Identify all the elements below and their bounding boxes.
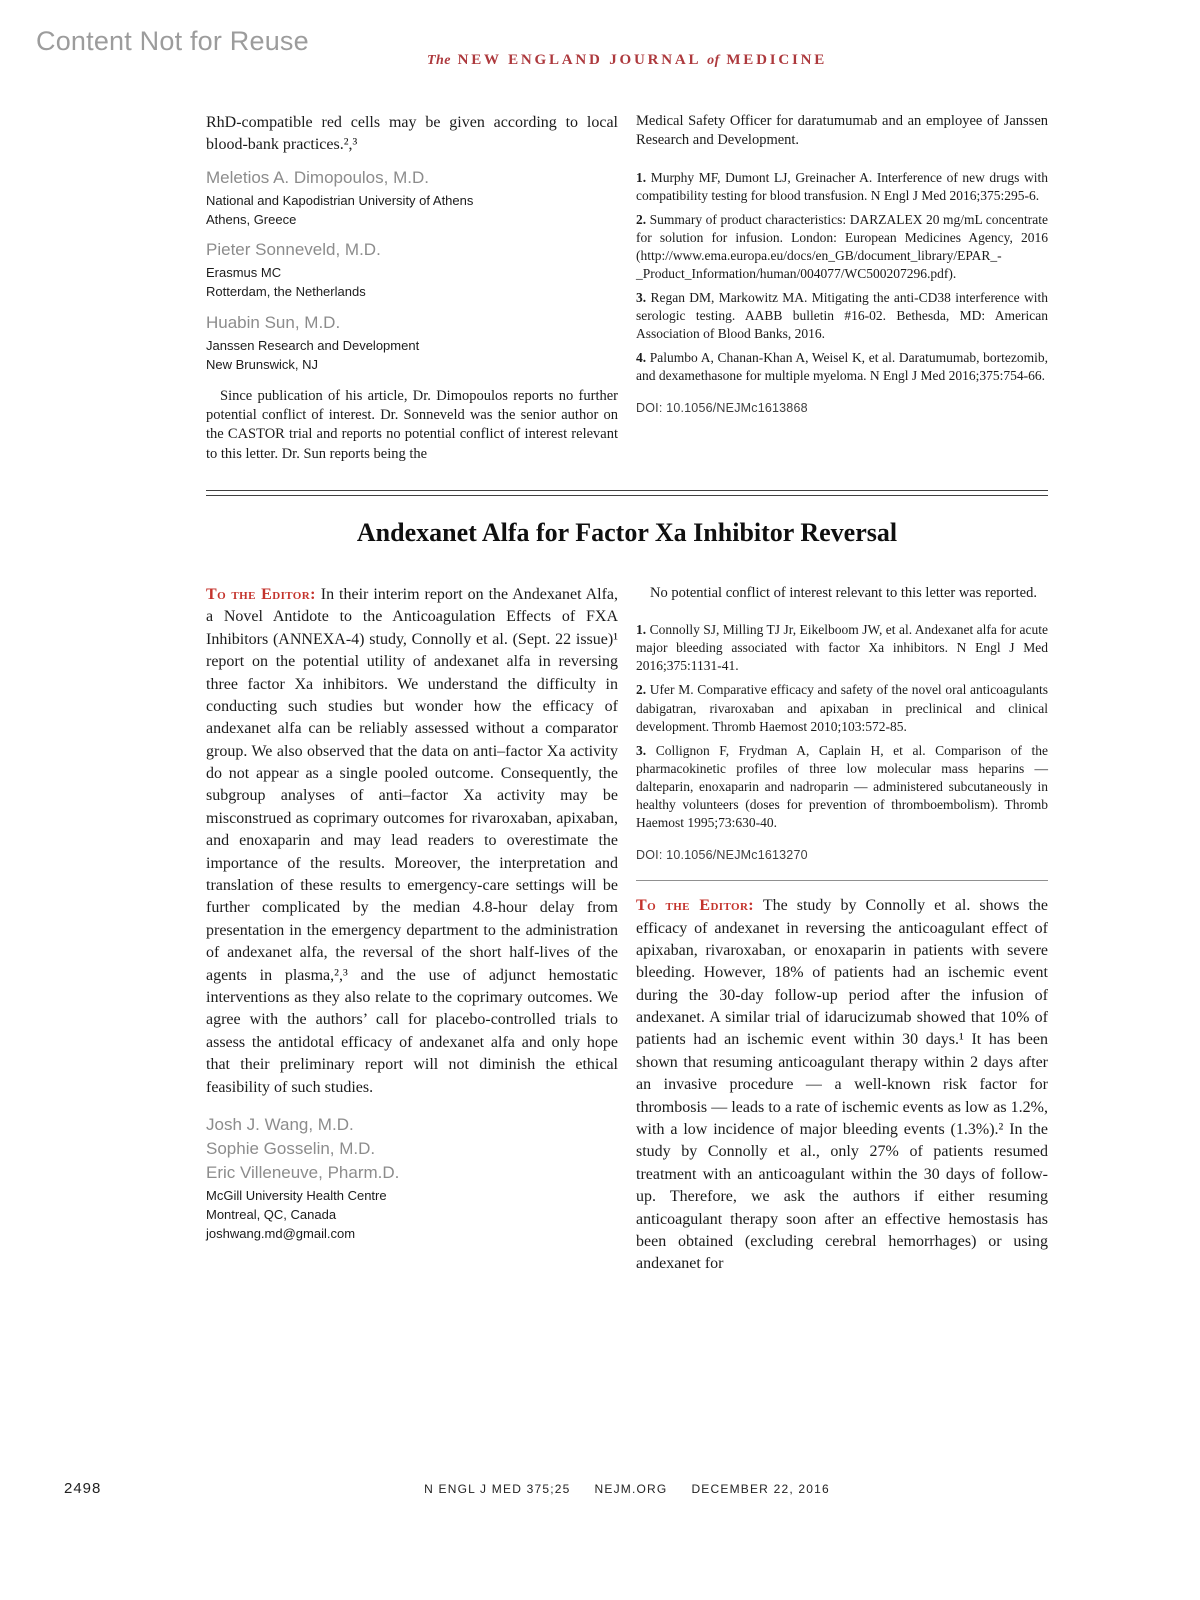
author-affiliation bbox=[206, 264, 618, 302]
affiliation-line: McGill University Health Centre bbox=[206, 1187, 387, 1203]
letter-separator-rule bbox=[636, 880, 1048, 881]
to-the-editor-label: To the Editor: bbox=[206, 585, 316, 603]
reference-number: 3. bbox=[636, 742, 647, 758]
reference-number: 1. bbox=[636, 169, 647, 185]
reference-text: Murphy MF, Dumont LJ, Greinacher A. Interference of new drugs with compatibility testing for blood transfusion. N Engl J Med 2016;375:295-6. bbox=[636, 169, 1048, 203]
reference-list bbox=[636, 169, 1048, 386]
reference-item bbox=[636, 211, 1048, 283]
letter-closing-paragraph: RhD-compatible red cells may be given according to local blood-bank practices.²,³ bbox=[206, 114, 618, 154]
journal-masthead bbox=[206, 52, 1048, 69]
reference-number: 3. bbox=[636, 290, 647, 306]
reference-text: Connolly SJ, Milling TJ Jr, Eikelboom JW, et al. Andexanet alfa for acute major bleeding associated with factor Xa inhibitors. N Engl J Med 2016;375:1131-41. bbox=[636, 622, 1049, 674]
page-number: 2498 bbox=[64, 1480, 102, 1497]
masthead-medicine: MEDICINE bbox=[726, 52, 828, 68]
author-name: Pieter Sonneveld, M.D. bbox=[206, 240, 381, 260]
reference-text: Regan DM, Markowitz MA. Mitigating the anti-CD38 interference with serologic testing. AABB bulletin #16-02. Bethesda, MD: American Association of Blood Banks, 2016. bbox=[636, 290, 1048, 342]
left-column bbox=[206, 584, 618, 1276]
letter-body bbox=[636, 895, 1048, 1276]
right-column bbox=[636, 112, 1048, 464]
author-block bbox=[206, 168, 618, 230]
author-name: Sophie Gosselin, M.D. bbox=[206, 1138, 376, 1158]
reference-text: Ufer M. Comparative efficacy and safety of the novel oral anticoagulants dabigatran, rivaroxaban and apixaban in preclinical and clinical development. Thromb Haemost 2010;103:572-85. bbox=[636, 682, 1048, 734]
reference-item bbox=[636, 742, 1048, 832]
author-name: Josh J. Wang, M.D. bbox=[206, 1114, 354, 1134]
reference-item bbox=[636, 169, 1048, 205]
footer-date: DECEMBER 22, 2016 bbox=[691, 1482, 830, 1496]
affiliation-line: New Brunswick, NJ bbox=[206, 357, 318, 372]
content-not-for-reuse-watermark: Content Not for Reuse bbox=[36, 26, 309, 56]
article-title: Andexanet Alfa for Factor Xa Inhibitor Reversal bbox=[356, 517, 898, 547]
affiliation-line: National and Kapodistrian University of Athens bbox=[206, 192, 474, 208]
masthead-new-england-journal: NEW ENGLAND JOURNAL bbox=[457, 52, 701, 68]
reference-text: Collignon F, Frydman A, Caplain H, et al. Comparison of the pharmacokinetic profiles of three low molecular mass heparins — dalteparin, enoxaparin and nadroparin — administered subcutaneously in healthy volunteers (doses for prevention of thromboembolism). Thromb Haemost 1995;73:630-40. bbox=[636, 742, 1049, 831]
author-name: Huabin Sun, M.D. bbox=[206, 313, 341, 333]
letter-andexanet-section bbox=[206, 584, 1048, 1276]
letter-daratumumab-section bbox=[206, 112, 1048, 464]
masthead-of: of bbox=[707, 53, 720, 68]
to-the-editor-label: To the Editor: bbox=[636, 897, 755, 915]
left-column bbox=[206, 112, 618, 464]
reference-item bbox=[636, 681, 1048, 735]
letter-text: In their interim report on the Andexanet Alfa, a Novel Antidote to the Anticoagulation Effects of FXA Inhibitors (ANNEXA-4) study, Connolly et al. (Sept. 22 issue)¹ report on the potential utility of andexanet alfa in reversing three factor Xa inhibitors. We understand the difficulty in conducting such studies but wonder how the efficacy of andexanet alfa can be reliably assessed without a comparator group. We also observed that the data on anti–factor Xa activity do not appear as a single pooled outcome. Consequently, the subgroup analyses of anti–factor Xa activity may be misconstrued as coprimary outcomes for rivaroxaban, apixaban, and enoxaparin and may lead readers to overestimate the importance of the results. Moreover, the interpretation and translation of these results to emergency-care settings will be further complicated by the median 4.8-hour delay from presentation in the emergency department to the administration of andexanet alfa, the reversal of the short half-lives of the agents in plasma,²,³ and the use of adjunct hemostatic interventions as they also relate to the coprimary outcomes. We agree with the authors’ call for placebo-controlled trials to assess the antidotal efficacy of andexanet alfa and only hope that their preliminary report will not diminish the ethical feasibility of such studies. bbox=[206, 585, 619, 1096]
doi-line: DOI: 10.1056/NEJMc1613270 bbox=[636, 848, 808, 863]
reference-item bbox=[636, 621, 1048, 675]
reference-number: 1. bbox=[636, 622, 647, 638]
doi-line: DOI: 10.1056/NEJMc1613868 bbox=[636, 401, 808, 416]
disclosure-paragraph: No potential conflict of interest relevant to this letter was reported. bbox=[650, 584, 1037, 601]
reference-list bbox=[636, 621, 1048, 832]
section-divider-rule bbox=[206, 490, 1048, 496]
author-affiliation bbox=[206, 1187, 618, 1244]
author-email: joshwang.md@gmail.com bbox=[206, 1225, 356, 1241]
affiliation-line: Erasmus MC bbox=[206, 265, 282, 281]
author-name: Eric Villeneuve, Pharm.D. bbox=[206, 1162, 400, 1182]
reference-number: 2. bbox=[636, 682, 647, 698]
affiliation-line: Janssen Research and Development bbox=[206, 338, 420, 354]
footer-citation bbox=[206, 1482, 1048, 1496]
reference-number: 2. bbox=[636, 211, 647, 227]
affiliation-line: Montreal, QC, Canada bbox=[206, 1206, 337, 1222]
right-column bbox=[636, 584, 1048, 1276]
reference-text: Summary of product characteristics: DARZALEX 20 mg/mL concentrate for solution for infusion. London: European Medicines Agency, 2016 (http://www.ema.europa.eu/docs/en_GB/document_library/EPAR_-_Product_Information/human/004077/WC500207296.pdf). bbox=[636, 211, 1048, 281]
author-name: Meletios A. Dimopoulos, M.D. bbox=[206, 167, 429, 187]
author-block bbox=[206, 240, 618, 302]
reference-number: 4. bbox=[636, 350, 647, 366]
reference-item bbox=[636, 349, 1048, 385]
affiliation-line: Athens, Greece bbox=[206, 211, 297, 227]
letter-body bbox=[206, 584, 618, 1099]
disclosure-paragraph: Since publication of his article, Dr. Dimopoulos reports no further potential conflict of interest. Dr. Sonneveld was the senior author on the CASTOR trial and reports no potential conflict of interest relevant to this letter. Dr. Sun reports being the bbox=[206, 387, 618, 462]
author-affiliation bbox=[206, 337, 618, 375]
disclosure-continuation: Medical Safety Officer for daratumumab and an employee of Janssen Research and Development. bbox=[636, 113, 1048, 149]
reference-item bbox=[636, 289, 1048, 343]
footer-journal-citation: N ENGL J MED 375;25 bbox=[424, 1482, 571, 1496]
reference-text: Palumbo A, Chanan-Khan A, Weisel K, et al. Daratumumab, bortezomib, and dexamethasone for multiple myeloma. N Engl J Med 2016;375:754-66. bbox=[636, 350, 1048, 384]
page-content bbox=[206, 112, 1048, 1276]
author-affiliation bbox=[206, 192, 618, 230]
letter-text: The study by Connolly et al. shows the efficacy of andexanet in reversing the anticoagulant effect of apixaban, rivaroxaban, or enoxaparin in patients with severe bleeding. However, 18% of patients had an ischemic event during the 30-day follow-up period after the infusion of andexanet. A similar trial of idarucizumab showed that 10% of patients had an ischemic event within 30 days.¹ It has been shown that resuming anticoagulant therapy within 2 days after an invasive procedure — a well-known risk factor for thrombosis — leads to a rate of ischemic events as low as 1.2%, with a low incidence of major bleeding events (1.3%).² In the study by Connolly et al., only 27% of patients resumed treatment with an anticoagulant within the 30 days of follow-up. Therefore, we ask the authors if either resuming anticoagulant therapy soon after an effective hemostasis has been obtained (excluding cerebral hemorrhages) or using andexanet for bbox=[636, 897, 1049, 1273]
footer-site: NEJM.ORG bbox=[594, 1482, 668, 1496]
masthead-the: The bbox=[426, 53, 451, 68]
author-block bbox=[206, 313, 618, 375]
affiliation-line: Rotterdam, the Netherlands bbox=[206, 284, 366, 300]
